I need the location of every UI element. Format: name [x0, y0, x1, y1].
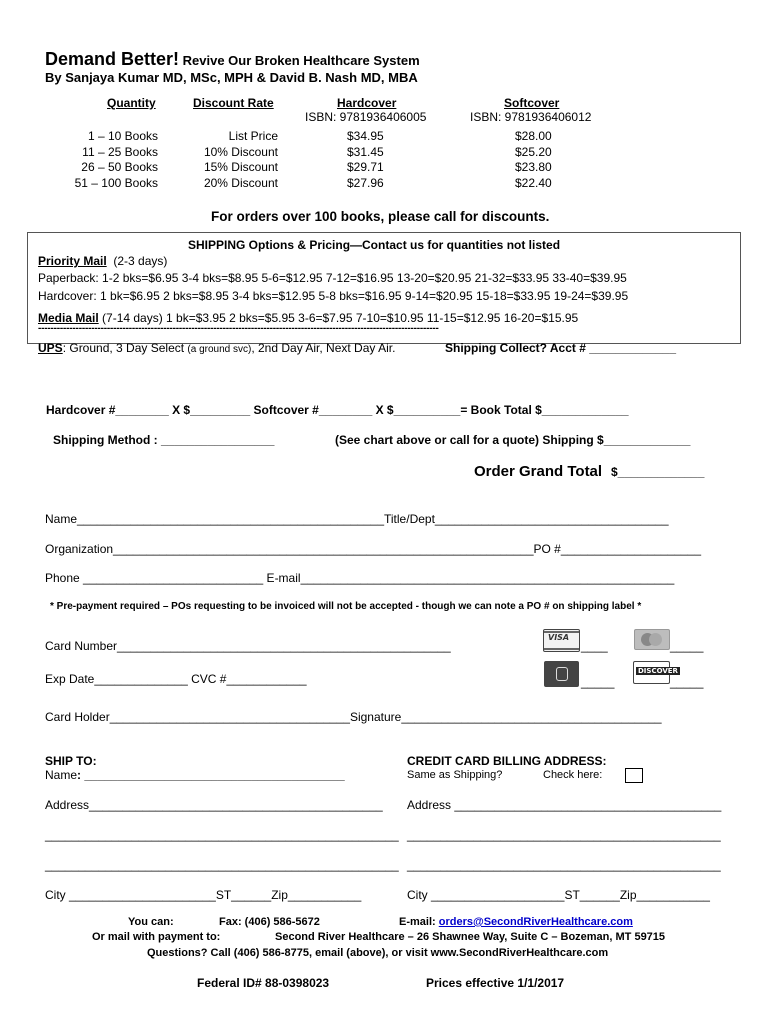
paperback-rates: Paperback: 1-2 bks=$6.95 3-4 bks=$8.95 5-6=$12.95 7-12=$16.95 13-20=$20.95 21-32=$33.95 33-40=$39.95: [38, 271, 627, 285]
media-mail-label: Media Mail: [38, 311, 99, 325]
phone-email-field[interactable]: Phone ___________________________ E-mail________________________________________________________: [45, 571, 675, 585]
shipping-method-field[interactable]: Shipping Method : _________________: [53, 433, 275, 447]
ship-to-address-line-2[interactable]: _____________________________________________________: [45, 828, 399, 842]
quantity-cell: 1 – 10 Books: [87, 129, 158, 143]
shipping-collect[interactable]: Shipping Collect? Acct # _____________: [445, 341, 676, 355]
ship-to-address-field[interactable]: Address____________________________________________: [45, 798, 383, 812]
quantity-column: [75, 129, 158, 191]
softcover-price-cell: $23.80: [515, 160, 552, 174]
exp-cvc-field[interactable]: Exp Date______________ CVC #____________: [45, 672, 307, 686]
discover-text: DISCOVER: [638, 667, 678, 675]
hardcover-header: Hardcover: [337, 96, 397, 110]
priority-mail-label: Priority Mail: [38, 254, 107, 268]
billing-city-state-zip[interactable]: City ____________________ST______Zip___________: [407, 888, 710, 902]
quantity-header: Quantity: [107, 96, 156, 110]
grand-total-row[interactable]: [474, 463, 704, 481]
same-as-shipping-label: Same as Shipping?: [407, 769, 503, 781]
mastercard-checkbox-blank[interactable]: _____: [670, 639, 704, 653]
softcover-price-cell: $25.20: [515, 144, 552, 159]
amex-logo[interactable]: [544, 661, 579, 687]
check-here-label: Check here:: [543, 769, 603, 781]
title-rest: Revive Our Broken Healthcare System: [179, 53, 420, 68]
mail-label: Or mail with payment to:: [92, 931, 221, 943]
hardcover-price-cell: $27.96: [347, 175, 384, 190]
ship-to-title: SHIP TO:: [45, 754, 97, 768]
softcover-header: Softcover: [504, 96, 560, 110]
softcover-price-cell: $22.40: [515, 175, 552, 190]
billing-address-line-3[interactable]: _______________________________________________: [407, 858, 721, 872]
quantity-cell: 51 – 100 Books: [74, 175, 158, 190]
quantity-cell: 11 – 25 Books: [82, 144, 158, 159]
hardcover-price-column: [347, 129, 384, 191]
ship-to-address-line-3[interactable]: _____________________________________________________: [45, 858, 399, 872]
billing-title: CREDIT CARD BILLING ADDRESS:: [407, 754, 607, 768]
bulk-order-note: For orders over 100 books, please call for discounts.: [211, 209, 550, 224]
billing-address-field[interactable]: Address ________________________________________: [407, 798, 722, 812]
billing-address-line-2[interactable]: _______________________________________________: [407, 828, 721, 842]
hardcover-rates: Hardcover: 1 bk=$6.95 2 bks=$8.95 3-4 bks=$12.95 5-8 bks=$16.95 9-14=$20.95 15-18=$33.95 19-24=$39.95: [38, 289, 629, 303]
shipping-title: SHIPPING Options & Pricing—Contact us for quantities not listed: [188, 238, 561, 252]
priority-mail-row: [38, 254, 167, 268]
softcover-price-column: [515, 129, 552, 191]
email-link[interactable]: orders@SecondRiverHealthcare.com: [438, 916, 633, 928]
book-total-line[interactable]: Hardcover #________ X $_________ Softcover #________ X $__________= Book Total $_____________: [46, 403, 629, 417]
hardcover-price-cell: $31.45: [347, 144, 384, 159]
discover-checkbox-blank[interactable]: _____: [670, 675, 704, 689]
quantity-cell: 26 – 50 Books: [81, 160, 158, 174]
hardcover-price-cell: $34.95: [347, 129, 384, 143]
ship-to-name-field[interactable]: [45, 768, 345, 782]
questions-line: Questions? Call (406) 586-8775, email (above), or visit www.SecondRiverHealthcare.com: [147, 947, 609, 959]
card-number-field[interactable]: Card Number__________________________________________________: [45, 639, 451, 653]
visa-text: VISA: [548, 633, 570, 642]
grand-total-field[interactable]: $_____________: [610, 465, 705, 479]
discover-logo[interactable]: [633, 661, 678, 684]
hardcover-isbn: ISBN: 9781936406005: [305, 110, 427, 124]
discount-header: Discount Rate: [193, 96, 274, 110]
hardcover-price-cell: $29.71: [347, 160, 384, 174]
priority-mail-days: (2-3 days): [113, 254, 168, 268]
grand-total-label: Order Grand Total: [474, 463, 603, 480]
discount-cell: 20% Discount: [203, 175, 278, 190]
media-mail-rates: (7-14 days) 1 bk=$3.95 2 bks=$5.95 3-6=$7.95 7-10=$10.95 11-15=$12.95 16-20=$15.95: [98, 311, 579, 325]
name-title-field[interactable]: Name______________________________________________Title/Dept___________________________________: [45, 512, 669, 526]
mastercard-logo[interactable]: [634, 629, 670, 650]
amex-checkbox-blank[interactable]: _____: [581, 675, 615, 689]
ups-text: : Ground, 3 Day Select: [62, 341, 188, 355]
ship-to-name-blank[interactable]: : _______________________________________: [77, 768, 345, 782]
card-holder-signature-field[interactable]: Card Holder____________________________________Signature_______________________________________: [45, 710, 662, 724]
discount-column: [204, 129, 278, 191]
mailing-address: Second River Healthcare – 26 Shawnee Way, Suite C – Bozeman, MT 59715: [275, 931, 666, 943]
ups-text-2: , 2nd Day Air, Next Day Air.: [251, 341, 396, 355]
ups-label: UPS: [38, 341, 63, 355]
visa-checkbox-blank[interactable]: ____: [581, 639, 608, 653]
softcover-price-cell: $28.00: [515, 129, 552, 143]
divider-dashes: --------------------------------------------------------------------------------------------------------------------------------: [38, 323, 439, 334]
discount-cell: 10% Discount: [203, 144, 278, 159]
email-label: E-mail:: [399, 916, 439, 928]
federal-id: Federal ID# 88-0398023: [197, 976, 330, 990]
organization-po-field[interactable]: Organization_______________________________________________________________PO #_____________________: [45, 542, 701, 556]
discount-cell: 15% Discount: [203, 160, 278, 174]
fax-number: Fax: (406) 586-5672: [219, 916, 320, 928]
ship-to-name-label: Name: [45, 768, 78, 782]
shipping-amount-field[interactable]: (See chart above or call for a quote) Shipping $_____________: [335, 433, 691, 447]
visa-logo[interactable]: [543, 629, 580, 652]
title-main: Demand Better!: [45, 49, 180, 69]
discount-cell: List Price: [228, 129, 278, 143]
prepayment-note: * Pre-payment required – POs requesting to be invoiced will not be accepted - though we can note a PO # on shipping label *: [50, 601, 642, 612]
same-as-shipping-checkbox[interactable]: [625, 768, 643, 783]
softcover-isbn: ISBN: 9781936406012: [470, 110, 592, 124]
prices-effective: Prices effective 1/1/2017: [426, 976, 565, 990]
authors: By Sanjaya Kumar MD, MSc, MPH & David B. Nash MD, MBA: [45, 70, 418, 85]
ups-row: [38, 341, 395, 355]
email-row: [399, 916, 633, 928]
ship-to-city-state-zip[interactable]: City ______________________ST______Zip___________: [45, 888, 362, 902]
page-title: [45, 49, 420, 70]
ups-small-text: (a ground svc): [187, 344, 252, 355]
you-can-label: You can:: [128, 916, 174, 928]
